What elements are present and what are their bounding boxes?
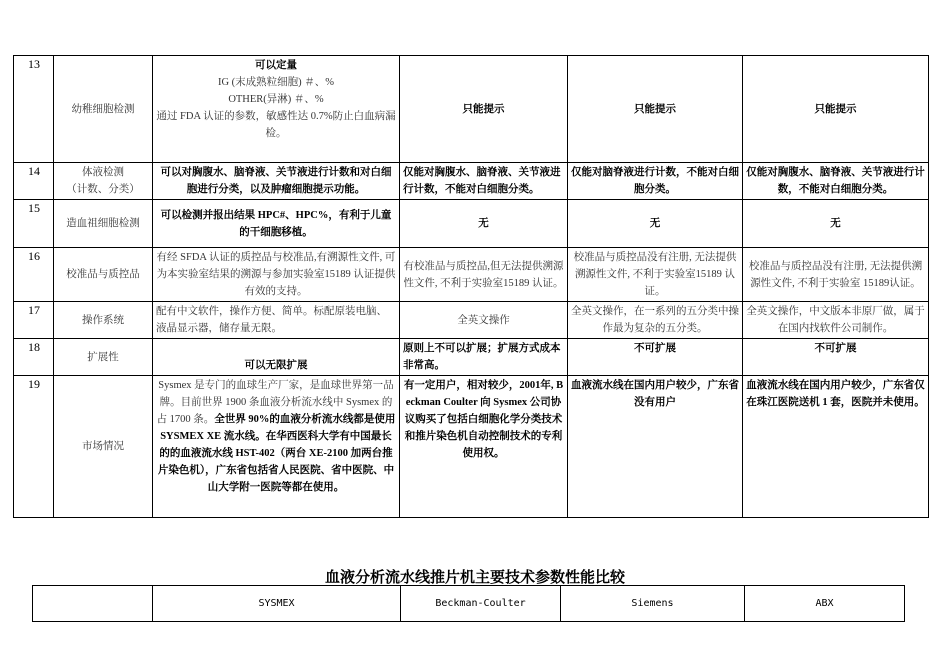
abx-cell: 校准品与质控品没有注册, 无法提供溯源性文件, 不利于实验室 15189认证。	[743, 248, 929, 302]
row-number: 14	[14, 163, 54, 200]
sysmex-cell	[153, 376, 400, 518]
cell-line: 可以定量	[255, 60, 297, 71]
sysmex-cell: 可以无限扩展	[153, 339, 400, 376]
sysmex-cell	[153, 56, 400, 163]
header-cell-beckman: Beckman-Coulter	[401, 586, 561, 622]
spreader-comparison-table	[32, 585, 905, 622]
header-cell	[33, 586, 153, 622]
row-number: 17	[14, 302, 54, 339]
siemens-cell: 血液流水线在国内用户较少，广东省没有用户	[568, 376, 743, 518]
row-number: 19	[14, 376, 54, 518]
header-cell-siemens: Siemens	[561, 586, 745, 622]
beckman-cell: 全英文操作	[400, 302, 568, 339]
row-number: 13	[14, 56, 54, 163]
abx-cell: 血液流水线在国内用户较少，广东省仅在珠江医院送机 1 套，医院并未使用。	[743, 376, 929, 518]
table-row	[14, 56, 929, 163]
header-cell-sysmex: SYSMEX	[153, 586, 401, 622]
comparison-table	[13, 55, 929, 518]
siemens-cell: 仅能对脑脊液进行计数，不能对白细胞分类。	[568, 163, 743, 200]
table-row	[14, 163, 929, 200]
siemens-cell: 全英文操作，在一系列的五分类中操作最为复杂的五分类。	[568, 302, 743, 339]
siemens-cell: 校准品与质控品没有注册, 无法提供溯源性文件, 不利于实验室15189 认证。	[568, 248, 743, 302]
abx-cell: 只能提示	[743, 56, 929, 163]
row-number: 16	[14, 248, 54, 302]
table-row	[14, 248, 929, 302]
header-cell-abx: ABX	[745, 586, 905, 622]
sysmex-cell: 配有中文软件，操作方便、简单。标配原装电脑、液晶显示器，储存量无限。	[153, 302, 400, 339]
beckman-cell: 无	[400, 200, 568, 248]
abx-cell: 仅能对胸腹水、脑脊液、关节液进行计数，不能对白细胞分类。	[743, 163, 929, 200]
table-row	[14, 302, 929, 339]
header-row	[33, 586, 905, 622]
sysmex-market-text: Sysmex 是专门的血球生产厂家，是血球世界第一品牌。目前世界 1900 条血液分析流水线中 Sysmex 的占 1700 条。	[156, 380, 394, 425]
section-title: 血液分析流水线推片机主要技术参数性能比较	[324, 568, 625, 586]
feature-label	[54, 163, 153, 200]
feature-label: 操作系统	[54, 302, 153, 339]
feature-line: 体液检测	[82, 167, 124, 178]
siemens-cell: 不可扩展	[568, 339, 743, 376]
sysmex-cell: 可以检测并报出结果 HPC#、HPC%，有利于儿童的干细胞移植。	[153, 200, 400, 248]
beckman-cell: 仅能对胸腹水、脑脊液、关节液进行计数，不能对白细胞分类。	[400, 163, 568, 200]
table-row	[14, 376, 929, 518]
feature-label: 扩展性	[54, 339, 153, 376]
feature-label: 校准品与质控品	[54, 248, 153, 302]
sysmex-cell: 有经 SFDA 认证的质控品与校准品,有溯源性文件, 可为本实验室结果的溯源与参加实验室15189 认证提供有效的支持。	[153, 248, 400, 302]
cell-line: OTHER(异淋) ＃、%	[228, 94, 324, 105]
row-number: 15	[14, 200, 54, 248]
row-number: 18	[14, 339, 54, 376]
abx-cell: 不可扩展	[743, 339, 929, 376]
table-row	[14, 339, 929, 376]
beckman-cell: 只能提示	[400, 56, 568, 163]
sysmex-market-bold-text: 全世界 90%的血液分析流水线都是使用 SYSMEX XE 流水线。在华西医科大学有中国最长的的血液流水线 HST-402（两台 XE-2100 加两台推片染色机），广东省包括省人民医院、省中医院、中山大学附一医院等都在使用。	[157, 414, 396, 493]
cell-line: IG (末成熟粒细胞) ＃、%	[217, 77, 335, 88]
cell-line: 通过 FDA 认证的参数，敏感性达 0.7%防止白血病漏检。	[156, 111, 396, 139]
abx-cell: 全英文操作，中文版本非原厂做，属于在国内找软件公司制作。	[743, 302, 929, 339]
table-row	[14, 200, 929, 248]
beckman-cell: 有校准品与质控品,但无法提供溯源性文件, 不利于实验室15189 认证。	[400, 248, 568, 302]
beckman-cell: 原则上不可以扩展；扩展方式成本非常高。	[400, 339, 568, 376]
siemens-cell: 无	[568, 200, 743, 248]
abx-cell: 无	[743, 200, 929, 248]
sysmex-cell: 可以对胸腹水、脑脊液、关节液进行计数和对白细胞进行分类，以及肿瘤细胞提示功能。	[153, 163, 400, 200]
feature-label: 市场情况	[54, 376, 153, 518]
siemens-cell: 只能提示	[568, 56, 743, 163]
feature-label: 幼稚细胞检测	[54, 56, 153, 163]
beckman-cell: 有一定用户，相对较少，2001年, Beckman Coulter 向 Sysmex 公司协议购买了包括白细胞化学分类技术和推片染色机自动控制技术的专利使用权。	[400, 376, 568, 518]
feature-line: （计数、分类）	[66, 184, 140, 195]
feature-label: 造血祖细胞检测	[54, 200, 153, 248]
